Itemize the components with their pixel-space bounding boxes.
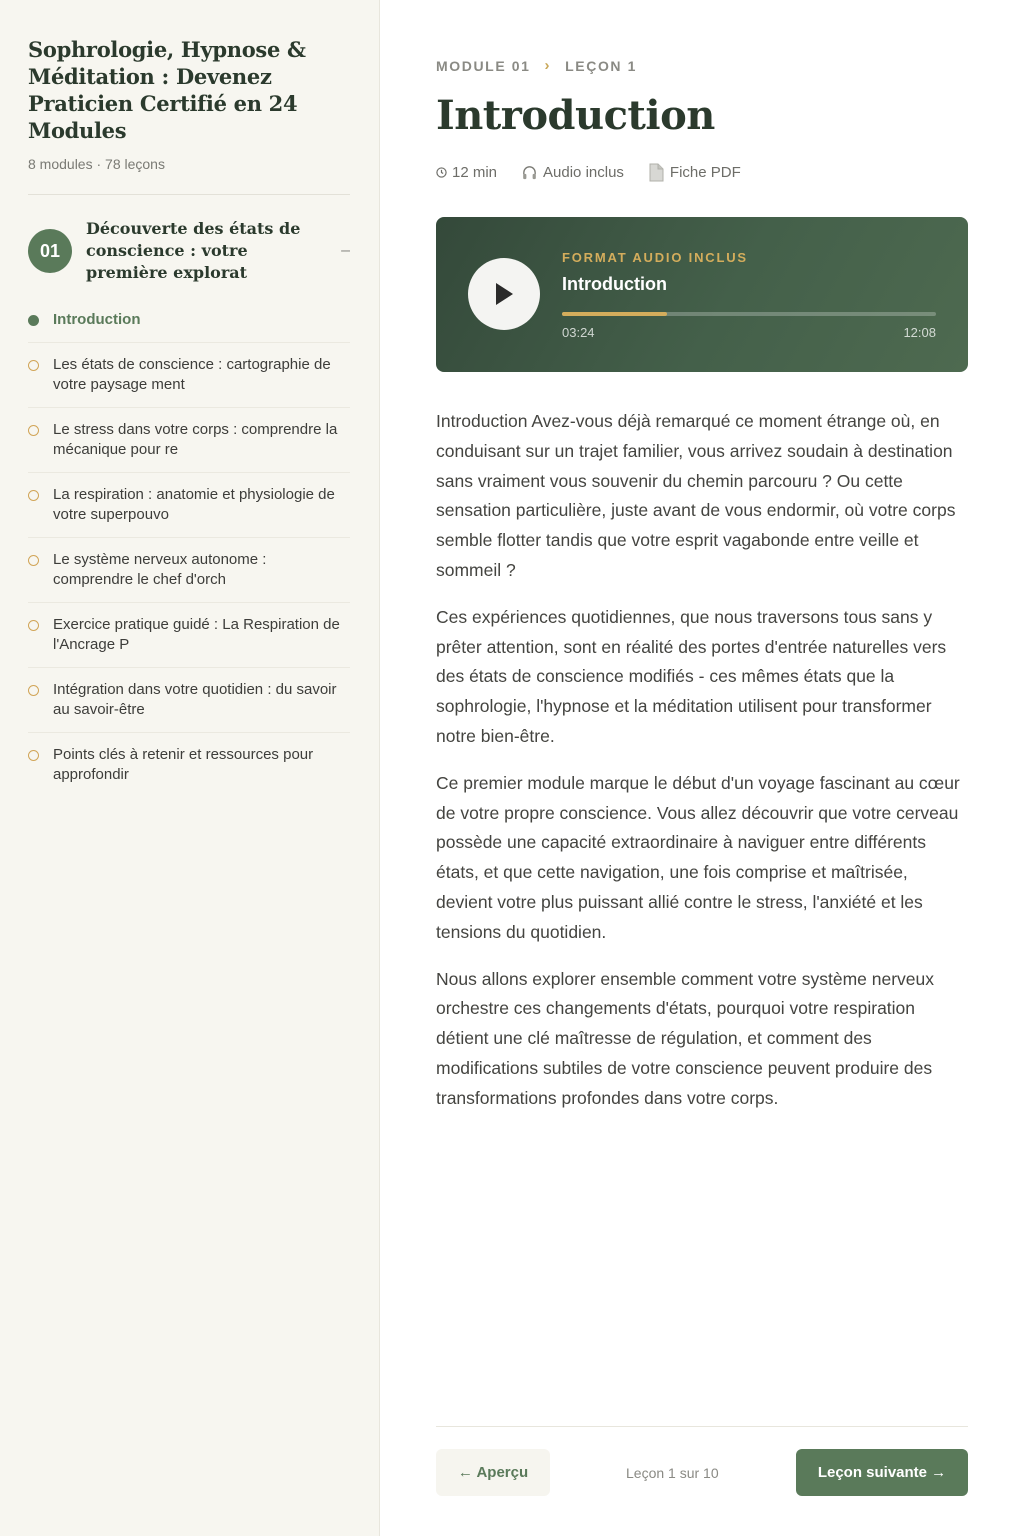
lesson-meta — [436, 163, 765, 182]
pdf-meta[interactable] — [648, 163, 741, 182]
lesson-item[interactable] — [28, 306, 350, 343]
breadcrumb — [436, 57, 637, 74]
course-sidebar — [0, 0, 380, 1536]
pdf-text: Fiche PDF — [669, 164, 741, 181]
lesson-label: Les états de conscience : cartographie de votre paysage ment — [53, 356, 331, 393]
lesson-item[interactable] — [28, 603, 350, 668]
total-time: 12:08 — [903, 325, 936, 340]
page-title: Introduction — [436, 92, 715, 139]
next-lesson-button[interactable]: Leçon suivante → — [796, 1449, 968, 1496]
player-kicker: FORMAT AUDIO INCLUS — [562, 250, 748, 265]
module-header[interactable] — [28, 218, 350, 284]
lesson-item[interactable] — [28, 668, 350, 733]
audio-progress-bar[interactable] — [562, 312, 936, 316]
body-paragraph: Ce premier module marque le début d'un voyage fascinant au cœur de votre propre conscience. Vous allez découvrir que votre cerveau possède une capacité extraordinaire à naviguer entre différents états, et que cette navigation, une fois comprise et maîtrisée, devient votre plus puissant allié contre le stress, l'anxiété et les tensions du quotidien. — [436, 772, 960, 942]
lesson-status-dot-icon — [28, 315, 39, 326]
lesson-status-dot-icon — [28, 490, 39, 501]
document-icon — [648, 163, 665, 182]
collapse-icon[interactable]: – — [341, 242, 350, 259]
lesson-item[interactable] — [28, 408, 350, 473]
play-icon — [492, 281, 516, 307]
module-number-badge: 01 — [28, 229, 72, 273]
sidebar-divider — [28, 194, 350, 195]
clock-icon — [436, 167, 447, 178]
lesson-item[interactable] — [28, 538, 350, 603]
lesson-item[interactable] — [28, 473, 350, 538]
body-paragraph: Ces expériences quotidiennes, que nous traversons tous sans y prêter attention, sont en réalité des portes d'entrée naturelles vers des états de conscience modifiés - ces mêmes états que la sophrologie, l'hypnose et la méditation utilisent pour transformer notre bien-être. — [436, 606, 947, 746]
lesson-label: Le système nerveux autonome : comprendre le chef d'orch — [53, 551, 267, 588]
lesson-list — [28, 306, 350, 797]
chevron-right-icon: › — [544, 57, 552, 74]
lesson-label: Intégration dans votre quotidien : du savoir au savoir-être — [53, 681, 337, 718]
duration-meta — [436, 164, 497, 181]
lesson-status-dot-icon — [28, 425, 39, 436]
module-title: Découverte des états de conscience : votre première explorat — [86, 219, 301, 282]
course-title: Sophrologie, Hypnose & Méditation : Devenez Praticien Certifié en 24 Modules — [28, 37, 306, 143]
lesson-pager: Leçon 1 sur 10 — [626, 1465, 719, 1481]
body-paragraph: Nous allons explorer ensemble comment votre système nerveux orchestre ces changements d'états, pourquoi votre respiration détient une clé maîtresse de régulation, et comment des modifications subtiles de votre conscience peuvent produire des transformations profondes dans votre corps. — [436, 968, 934, 1108]
headphones-icon — [521, 164, 538, 181]
lesson-label: Introduction — [53, 311, 141, 328]
audio-text: Audio inclus — [543, 164, 624, 181]
lesson-status-dot-icon — [28, 555, 39, 566]
lesson-label: La respiration : anatomie et physiologie de votre superpouvo — [53, 486, 335, 523]
lesson-label: Points clés à retenir et ressources pour approfondir — [53, 746, 314, 783]
body-paragraph: Introduction Avez-vous déjà remarqué ce moment étrange où, en conduisant sur un trajet familier, vous arrivez soudain à destination sans vraiment vous souvenir du chemin parcouru ? Ou cette sensation particulière, juste avant de vous endormir, où votre corps semble flotter tandis que votre esprit vagabonde entre veille et sommeil ? — [436, 411, 956, 580]
audio-player — [436, 217, 968, 372]
audio-meta — [521, 164, 624, 181]
lesson-item[interactable] — [28, 343, 350, 408]
previous-button[interactable]: ← Aperçu — [436, 1449, 550, 1496]
lesson-content — [436, 0, 968, 1536]
lesson-status-dot-icon — [28, 685, 39, 696]
footer-divider — [436, 1426, 968, 1427]
breadcrumb-module[interactable]: MODULE 01 — [436, 57, 531, 74]
lesson-status-dot-icon — [28, 360, 39, 371]
lesson-label: Exercice pratique guidé : La Respiration de l'Ancrage P — [53, 616, 340, 653]
duration-text: 12 min — [452, 164, 498, 181]
breadcrumb-lesson: LEÇON 1 — [565, 57, 638, 74]
player-title: Introduction — [562, 274, 667, 294]
lesson-status-dot-icon — [28, 750, 39, 761]
current-time: 03:24 — [562, 325, 595, 340]
audio-progress-fill — [562, 312, 667, 316]
lesson-body — [436, 407, 968, 1131]
lesson-label: Le stress dans votre corps : comprendre la mécanique pour re — [53, 421, 338, 458]
lesson-item[interactable] — [28, 733, 350, 797]
lesson-status-dot-icon — [28, 620, 39, 631]
course-meta: 8 modules · 78 leçons — [28, 156, 165, 172]
play-button[interactable] — [468, 258, 540, 330]
